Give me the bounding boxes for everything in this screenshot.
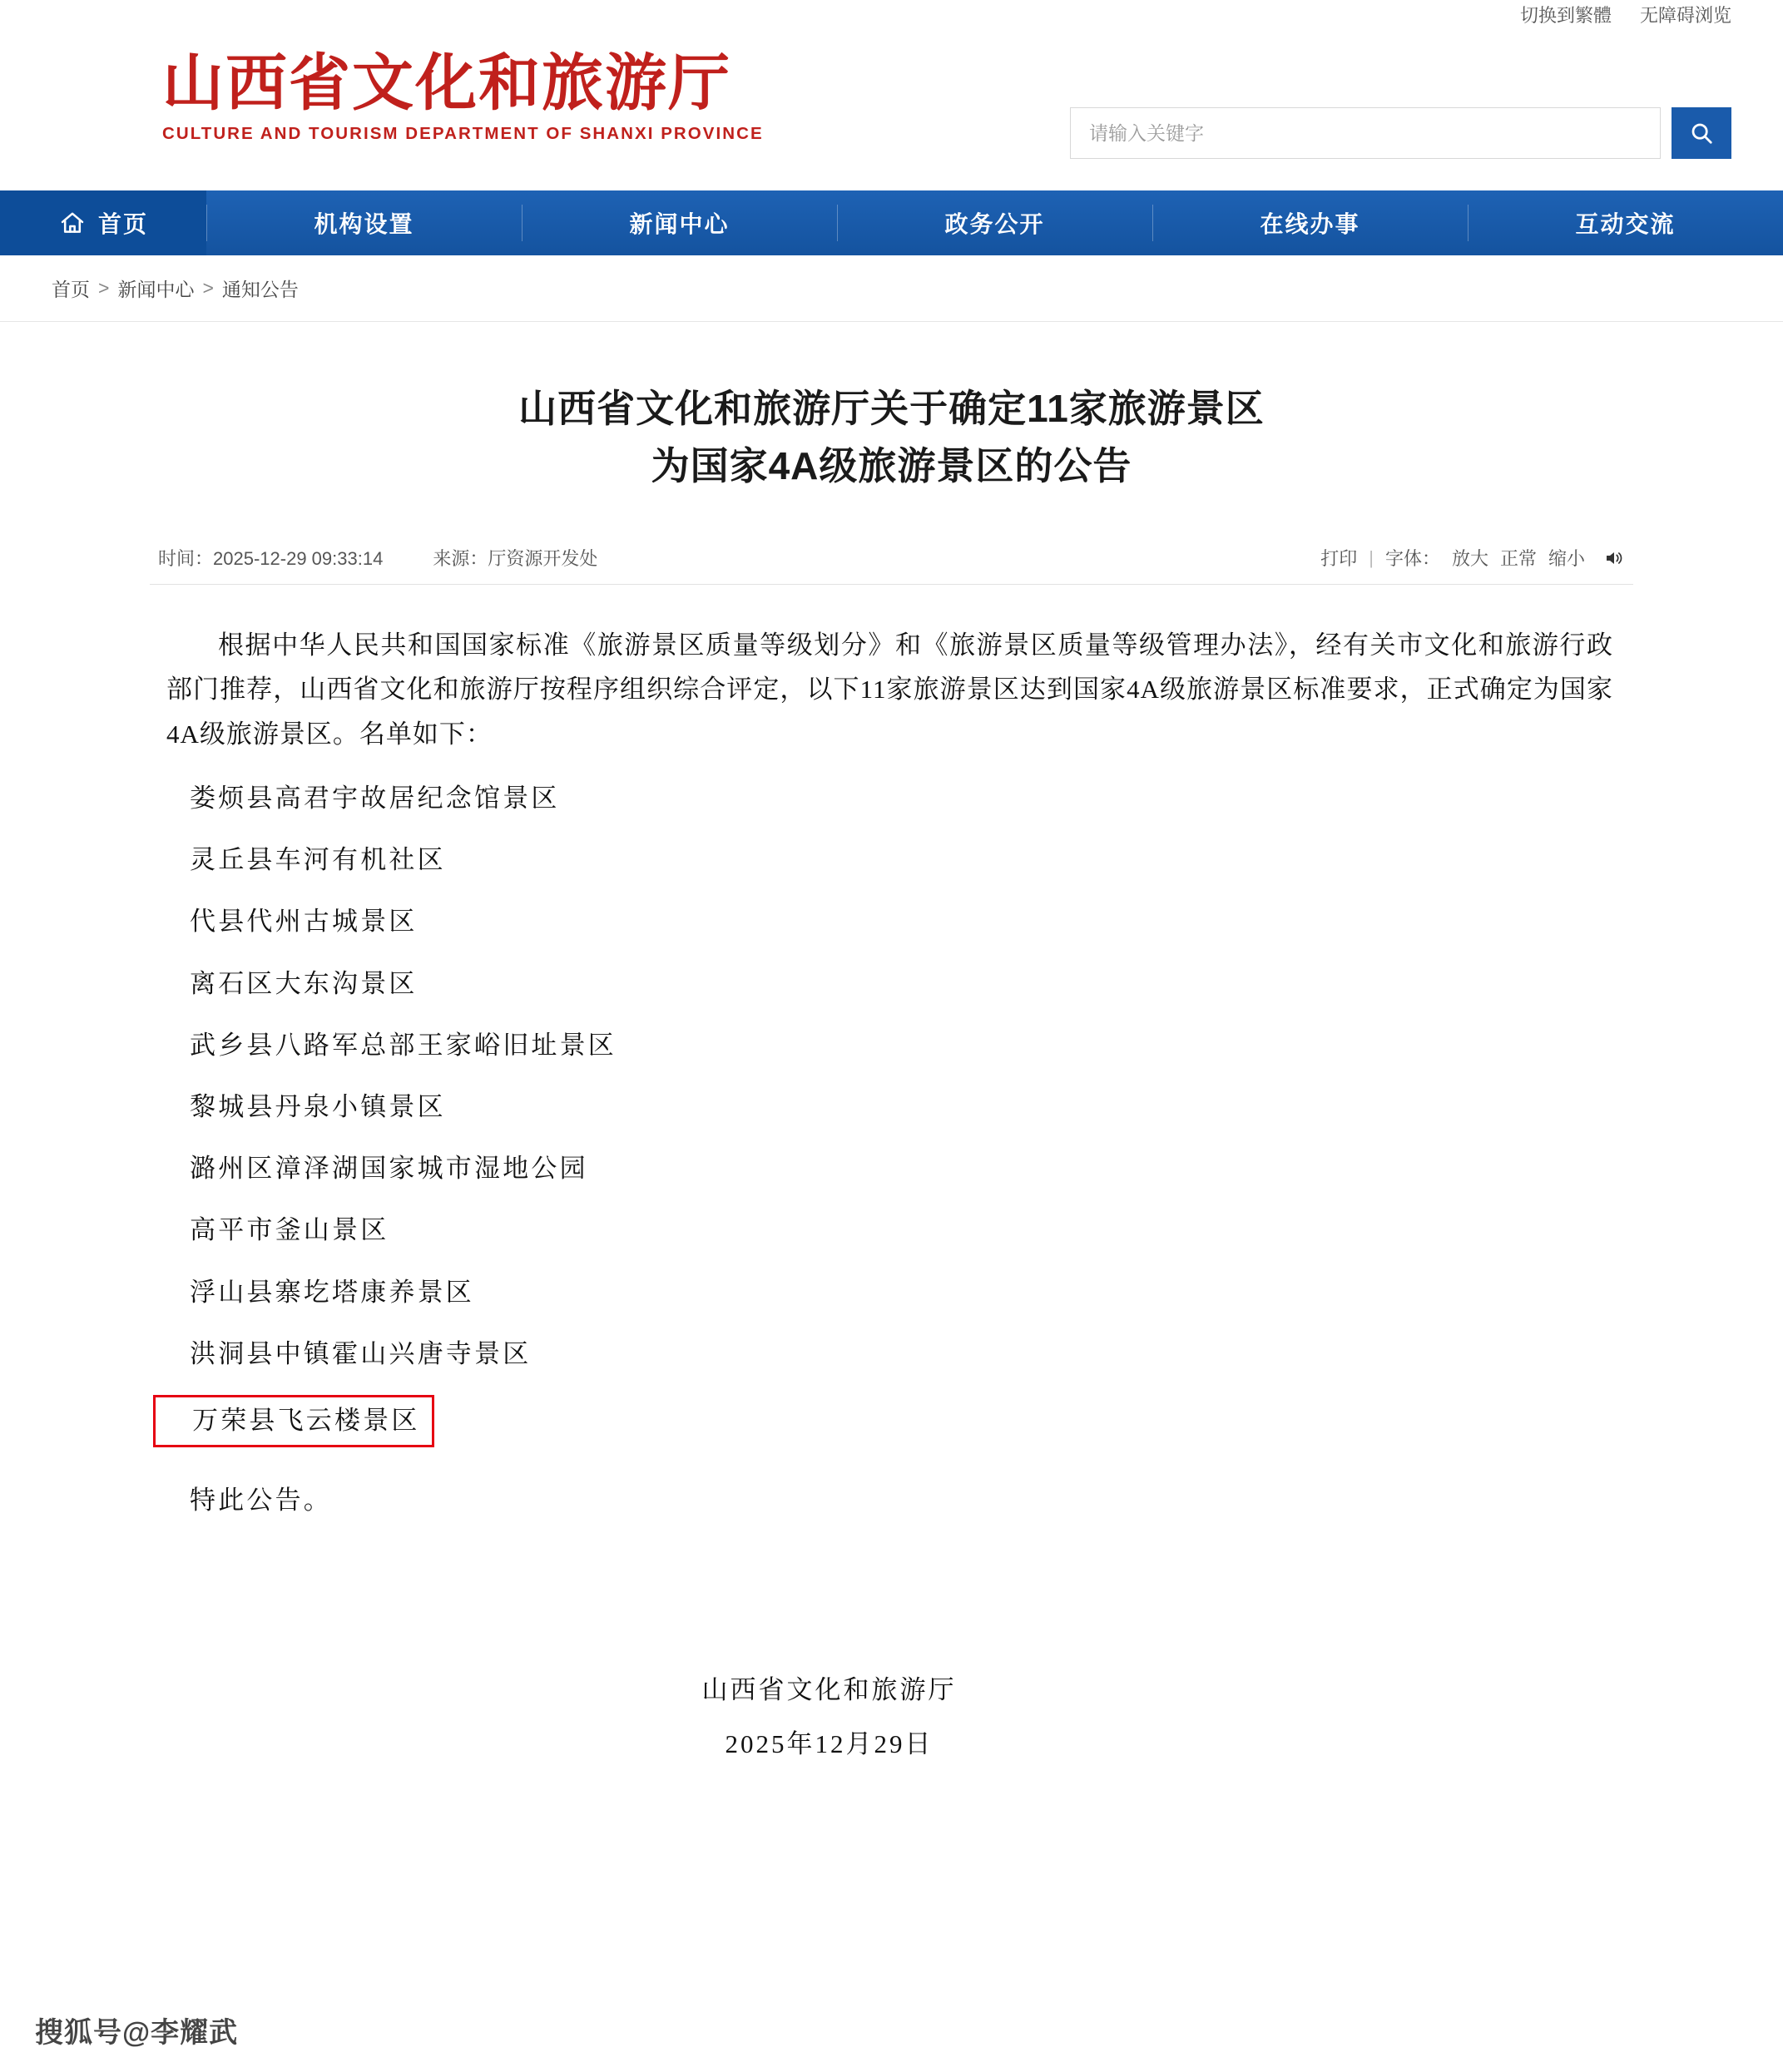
nav-item-online-service[interactable] — [1152, 190, 1468, 255]
font-smaller-button[interactable]: 缩小 — [1548, 548, 1585, 569]
article-closing: 特此公告。 — [190, 1485, 332, 1515]
breadcrumb — [0, 255, 1783, 322]
page-title-line2: 为国家4A级旅游景区的公告 — [651, 444, 1132, 487]
list-item: 武乡县八路军总部王家峪旧址景区 — [190, 1030, 617, 1060]
accessibility-link[interactable]: 无障碍浏览 — [1639, 4, 1731, 26]
page-title — [339, 380, 1445, 495]
list-item: 娄烦县高君宇故居纪念馆景区 — [190, 783, 560, 813]
breadcrumb-separator-1: > — [98, 277, 110, 299]
footer-space — [0, 1804, 1783, 1912]
nav-item-organization-label: 机构设置 — [314, 211, 414, 237]
article-content — [150, 623, 1633, 1771]
nav-item-online-service-label: 在线办事 — [1260, 211, 1360, 237]
list-item: 灵丘县车河有机社区 — [190, 845, 446, 875]
nav-item-home-label: 首页 — [97, 211, 148, 237]
fontsize-label: 字体： — [1384, 548, 1440, 569]
meta-left — [158, 545, 597, 571]
list-item: 代县代州古城景区 — [190, 907, 418, 937]
list-item: 黎城县丹泉小镇景区 — [190, 1092, 446, 1122]
list-item: 浮山县寨圪塔康养景区 — [190, 1277, 474, 1307]
nav-item-government-affairs[interactable] — [837, 190, 1152, 255]
nav-item-news[interactable] — [522, 190, 837, 255]
search-icon — [1689, 121, 1714, 146]
meta-time-label: 时间： — [158, 548, 214, 569]
breadcrumb-item-news[interactable]: 新闻中心 — [117, 279, 195, 300]
signature-date: 2025年12月29日 — [725, 1728, 934, 1758]
watermark: 搜狐号@李耀武 — [35, 2017, 239, 2049]
home-icon — [58, 210, 87, 236]
breadcrumb-separator-2: > — [202, 277, 214, 299]
article-paragraph: 根据中华人民共和国国家标准《旅游景区质量等级划分》和《旅游景区质量等级管理办法》，经有关市文化和旅游行政部门推荐，山西省文化和旅游厅按程序组织综合评定，以下11家旅游景区达到国家4A级旅游景区标准要求，正式确定为国家4A级旅游景区。名单如下： — [166, 631, 1613, 749]
signature-organization: 山西省文化和旅游厅 — [701, 1674, 957, 1704]
meta-source — [433, 545, 597, 571]
breadcrumb-item-announcement[interactable]: 通知公告 — [221, 279, 299, 300]
highlighted-list-row — [150, 1395, 1633, 1466]
logo-chinese-text: 山西省文化和旅游厅 — [162, 50, 731, 118]
nav-item-interaction-label: 互动交流 — [1575, 211, 1676, 237]
logo-english-text: CULTURE AND TOURISM DEPARTMENT OF SHANXI PROVINCE — [162, 124, 764, 144]
font-normal-button[interactable]: 正常 — [1499, 548, 1537, 569]
font-larger-button[interactable]: 放大 — [1451, 548, 1488, 569]
nav-item-organization[interactable] — [206, 190, 522, 255]
list-item-highlighted: 万荣县飞云楼景区 — [153, 1395, 434, 1447]
breadcrumb-item-home[interactable]: 首页 — [52, 279, 90, 300]
meta-divider: | — [1369, 546, 1374, 568]
article — [0, 322, 1783, 1804]
list-item: 潞州区漳泽湖国家城市湿地公园 — [190, 1154, 588, 1184]
page-body — [0, 322, 1783, 1912]
nav-item-news-label: 新闻中心 — [629, 211, 730, 237]
site-logo[interactable] — [162, 50, 764, 144]
top-utility-bar — [0, 0, 1783, 28]
site-header — [0, 28, 1783, 190]
list-item: 洪洞县中镇霍山兴唐寺景区 — [190, 1338, 532, 1368]
search-area — [1070, 107, 1731, 159]
nav-item-government-affairs-label: 政务公开 — [944, 211, 1045, 237]
switch-traditional-link[interactable]: 切换到繁體 — [1519, 4, 1612, 26]
nav-item-interaction[interactable] — [1468, 190, 1783, 255]
article-signature — [150, 1663, 1633, 1771]
meta-source-label: 来源： — [433, 548, 488, 569]
meta-right — [1320, 545, 1625, 571]
page-title-line1: 山西省文化和旅游厅关于确定11家旅游景区 — [518, 387, 1265, 430]
print-button[interactable]: 打印 — [1320, 548, 1358, 569]
nav-item-home[interactable] — [0, 190, 206, 255]
search-button[interactable] — [1672, 107, 1731, 159]
list-item: 高平市釜山景区 — [190, 1215, 389, 1245]
list-item: 离石区大东沟景区 — [190, 968, 418, 998]
search-input[interactable] — [1070, 107, 1661, 159]
meta-time — [158, 545, 383, 571]
article-meta — [150, 545, 1633, 585]
speaker-icon[interactable] — [1602, 548, 1625, 568]
meta-source-value: 厅资源开发处 — [488, 548, 598, 569]
main-nav — [0, 190, 1783, 255]
meta-time-value: 2025-12-29 09:33:14 — [213, 548, 384, 569]
